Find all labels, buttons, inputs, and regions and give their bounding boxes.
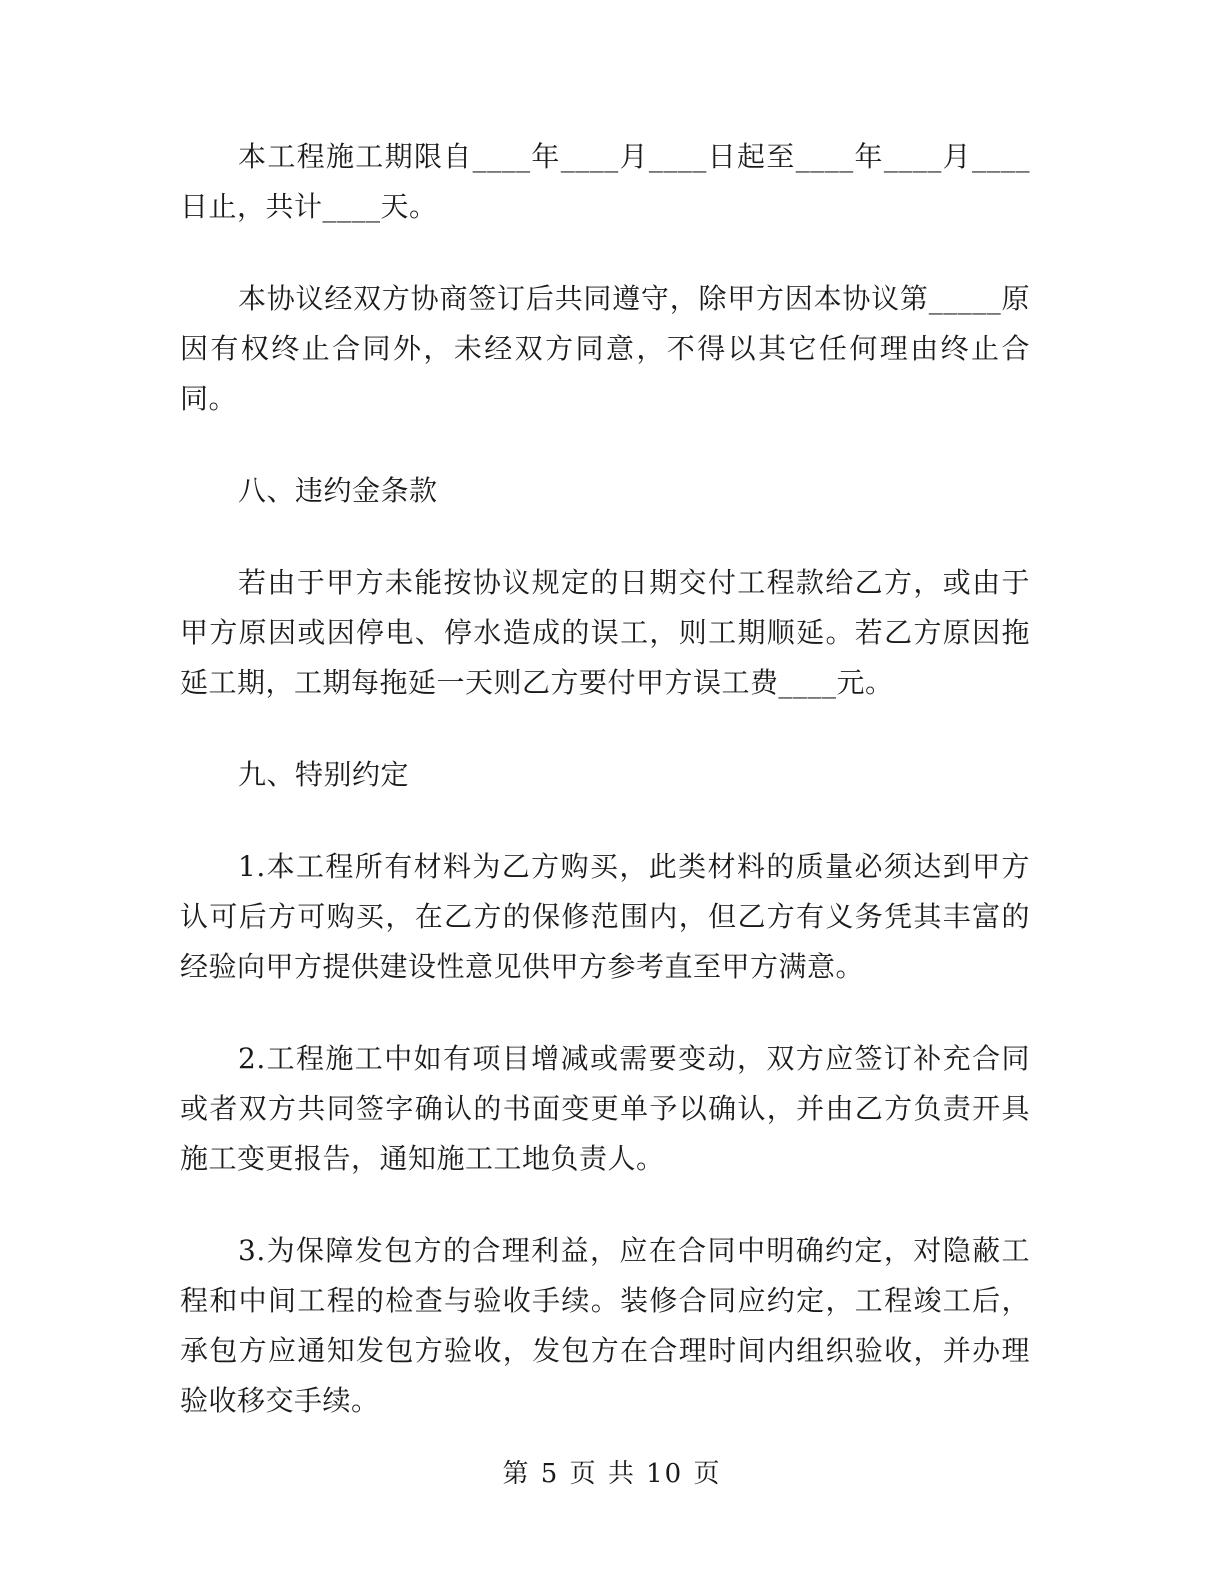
special-term-item-3: 3.为保障发包方的合理利益，应在合同中明确约定，对隐蔽工程和中间工程的检查与验收手续。装修合同应约定，工程竣工后，承包方应通知发包方验收，发包方在合理时间内组织验收，并办理验收移交手续。 — [180, 1234, 1030, 1417]
section-heading-penalty: 八、违约金条款 — [238, 474, 438, 507]
paragraph-construction-period: 本工程施工期限自____年____月____日起至____年____月____日止，共计____天。 — [180, 140, 1030, 223]
document-page — [180, 132, 1030, 1468]
section-heading-special-terms: 九、特别约定 — [238, 758, 410, 791]
paragraph-penalty-clause: 若由于甲方未能按协议规定的日期交付工程款给乙方，或由于甲方原因或因停电、停水造成的误工，则工期顺延。若乙方原因拖延工期，工期每拖延一天则乙方要付甲方误工费____元。 — [180, 566, 1030, 699]
special-term-item-1: 1.本工程所有材料为乙方购买，此类材料的质量必须达到甲方认可后方可购买，在乙方的保修范围内，但乙方有义务凭其丰富的经验向甲方提供建设性意见供甲方参考直至甲方满意。 — [180, 850, 1030, 983]
paragraph-termination-clause: 本协议经双方协商签订后共同遵守，除甲方因本协议第_____原因有权终止合同外，未经双方同意，不得以其它任何理由终止合同。 — [180, 282, 1030, 415]
page-number-footer: 第 5 页 共 10 页 — [502, 1459, 722, 1489]
special-term-item-2: 2.工程施工中如有项目增减或需要变动，双方应签订补充合同或者双方共同签字确认的书面变更单予以确认，并由乙方负责开具施工变更报告，通知施工工地负责人。 — [180, 1042, 1030, 1175]
